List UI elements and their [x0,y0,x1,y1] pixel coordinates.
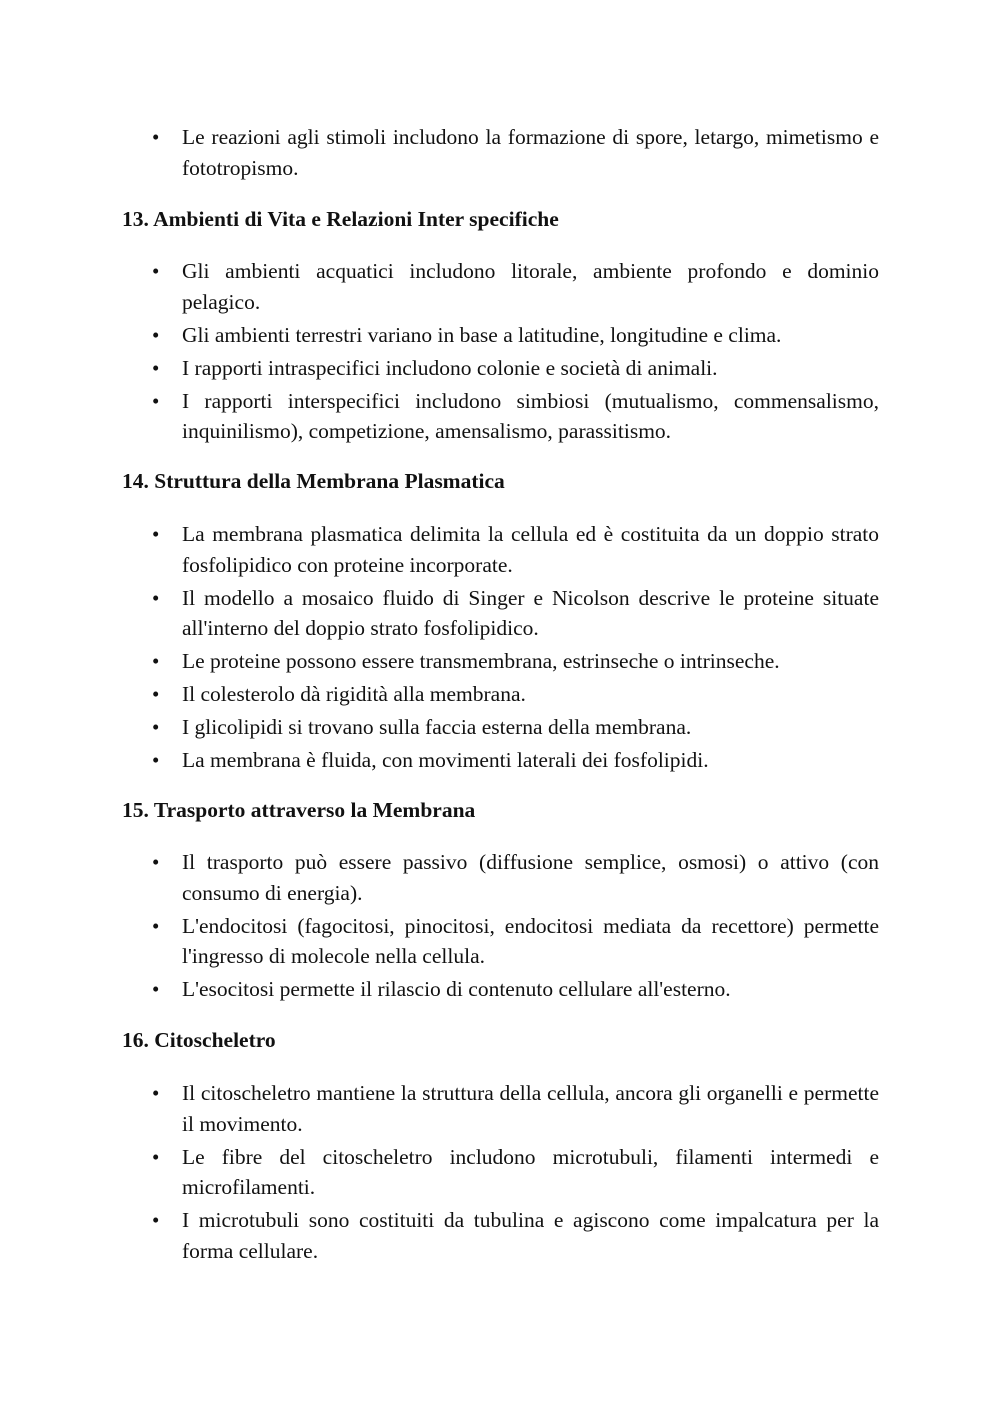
intro-list-block [122,122,879,186]
bullet-icon: • [152,388,160,413]
list-item: • I rapporti interspecifici includono simbiosi (mutualismo, commensalismo, inquinilismo), competizione, amensalismo, parassitismo. [122,386,879,447]
list-item: • L'esocitosi permette il rilascio di contenuto cellulare all'esterno. [122,974,879,1005]
section-15-list-block [122,847,879,1007]
section-13-bullet-list [122,256,879,447]
section-15-bullet-list [122,847,879,1005]
bullet-icon: • [152,649,160,673]
bullet-icon: • [152,1208,160,1232]
bullet-icon: • [152,1144,160,1169]
list-item: • I rapporti intraspecifici includono colonie e società di animali. [122,353,879,384]
section-14-list-block [122,519,879,778]
section-heading-14: 14. Struttura della Membrana Plasmatica [122,469,505,493]
section-14-bullet-list [122,519,879,776]
list-item: • Le proteine possono essere transmembrana, estrinseche o intrinseche. [122,646,879,677]
list-item: • Il modello a mosaico fluido di Singer e Nicolson descrive le proteine situate all'interno del doppio strato fosfolipidico. [122,583,879,644]
list-item: • Gli ambienti acquatici includono litorale, ambiente profondo e dominio pelagico. [122,256,879,317]
list-item: • I glicolipidi si trovano sulla faccia esterna della membrana. [122,712,879,743]
bullet-icon: • [152,682,160,706]
bullet-icon: • [152,977,160,1001]
list-item: • Le fibre del citoscheletro includono microtubuli, filamenti intermedi e microfilamenti. [122,1142,879,1203]
bullet-icon: • [152,259,160,283]
bullet-icon: • [152,125,160,149]
section-heading-13: 13. Ambienti di Vita e Relazioni Inter specifiche [122,207,559,231]
bullet-icon: • [152,355,160,380]
bullet-icon: • [152,748,160,772]
list-item: • Le reazioni agli stimoli includono la formazione di spore, letargo, mimetismo e fototropismo. [122,122,879,183]
list-item: • I microtubuli sono costituiti da tubulina e agiscono come impalcatura per la forma cellulare. [122,1205,879,1266]
bullet-icon: • [152,850,160,874]
intro-bullet-list [122,122,879,183]
section-16-bullet-list [122,1078,879,1266]
bullet-icon: • [152,322,160,347]
section-heading-16: 16. Citoscheletro [122,1028,276,1052]
list-item: • La membrana è fluida, con movimenti laterali dei fosfolipidi. [122,745,879,776]
list-item: • Il colesterolo dà rigidità alla membrana. [122,679,879,710]
list-item: • L'endocitosi (fagocitosi, pinocitosi, endocitosi mediata da recettore) permette l'ingresso di molecole nella cellula. [122,911,879,972]
list-item: • Gli ambienti terrestri variano in base a latitudine, longitudine e clima. [122,320,879,351]
bullet-icon: • [152,1081,160,1105]
section-16-list-block [122,1078,879,1269]
bullet-icon: • [152,522,160,546]
bullet-icon: • [152,715,160,739]
bullet-icon: • [152,585,160,610]
bullet-icon: • [152,913,160,938]
list-item: • La membrana plasmatica delimita la cellula ed è costituita da un doppio strato fosfolipidico con proteine incorporate. [122,519,879,580]
section-13-list-block [122,256,879,449]
list-item: • Il trasporto può essere passivo (diffusione semplice, osmosi) o attivo (con consumo di energia). [122,847,879,908]
list-item: • Il citoscheletro mantiene la struttura della cellula, ancora gli organelli e permette il movimento. [122,1078,879,1139]
section-heading-15: 15. Trasporto attraverso la Membrana [122,798,476,822]
